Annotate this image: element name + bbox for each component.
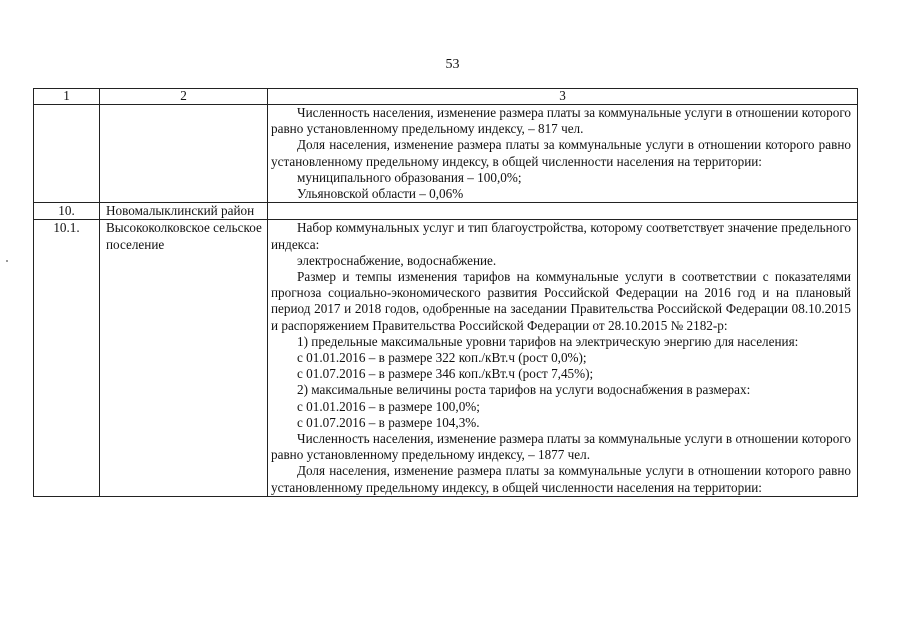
- paragraph: Ульяновской области – 0,06%: [297, 186, 464, 202]
- paragraph: 2) максимальные величины роста тарифов на услуги водоснабжения в размерах:: [297, 382, 751, 398]
- row-number: 10.1.: [34, 220, 100, 496]
- header-col-1: 1: [34, 89, 100, 105]
- paragraph: Набор коммунальных услуг и тип благоустройства, которому соответствует значение предельного индекса:: [271, 220, 851, 252]
- tariff-table: [33, 88, 858, 497]
- paragraph: с 01.07.2016 – в размере 346 коп./кВт.ч (рост 7,45%);: [297, 366, 594, 382]
- district-name: Новомалыклинский район: [100, 203, 268, 220]
- paragraph: с 01.01.2016 – в размере 322 коп./кВт.ч (рост 0,0%);: [297, 350, 587, 366]
- scan-speck: [6, 260, 8, 262]
- paragraph: муниципального образования – 100,0%;: [297, 169, 522, 185]
- row-number: 10.: [34, 203, 100, 220]
- cell-name-empty: [100, 105, 268, 203]
- header-col-3: 3: [268, 89, 858, 105]
- paragraph: Размер и темпы изменения тарифов на коммунальные услуги в соответствии с показателями прогноза социально-экономического развития Российской Федерации на 2016 год и на плановый период 2017 и 2018 годов, одобренные на заседании Правительства Российской Федерации 08.10.2015 и распоряжением Правительства Российской Федерации от 28.10.2015 № 2182-р:: [271, 269, 851, 333]
- paragraph: Численность населения, изменение размера платы за коммунальные услуги в отношении которого равно установленному предельному индексу, – 1877 чел.: [271, 431, 851, 463]
- cell-text-10-1: [268, 220, 858, 496]
- paragraph: с 01.07.2016 – в размере 104,3%.: [297, 414, 480, 430]
- table-header-row: [34, 89, 858, 105]
- cell-num-empty: [34, 105, 100, 203]
- table-row-10-1: [34, 220, 858, 496]
- paragraph: с 01.01.2016 – в размере 100,0%;: [297, 398, 480, 414]
- settlement-name: Высококолковское сельское поселение: [100, 220, 268, 496]
- paragraph: Доля населения, изменение размера платы за коммунальные услуги в отношении которого равно установленному предельному индексу, в общей численности населения на территории:: [271, 463, 851, 495]
- paragraph: 1) предельные максимальные уровни тарифов на электрическую энергию для населения:: [297, 333, 799, 349]
- table-row-10: [34, 203, 858, 220]
- cell-text-empty: [268, 203, 858, 220]
- table-row-continued: [34, 105, 858, 203]
- paragraph: электроснабжение, водоснабжение.: [297, 252, 497, 268]
- paragraph: Доля населения, изменение размера платы за коммунальные услуги в отношении которого равно установленному предельному индексу, в общей численности населения на территории:: [271, 137, 851, 169]
- cell-text-continued: [268, 105, 858, 203]
- paragraph: Численность населения, изменение размера платы за коммунальные услуги в отношении которого равно установленному предельному индексу, – 817 чел.: [271, 105, 851, 137]
- page-number: 53: [445, 57, 460, 72]
- header-col-2: 2: [100, 89, 268, 105]
